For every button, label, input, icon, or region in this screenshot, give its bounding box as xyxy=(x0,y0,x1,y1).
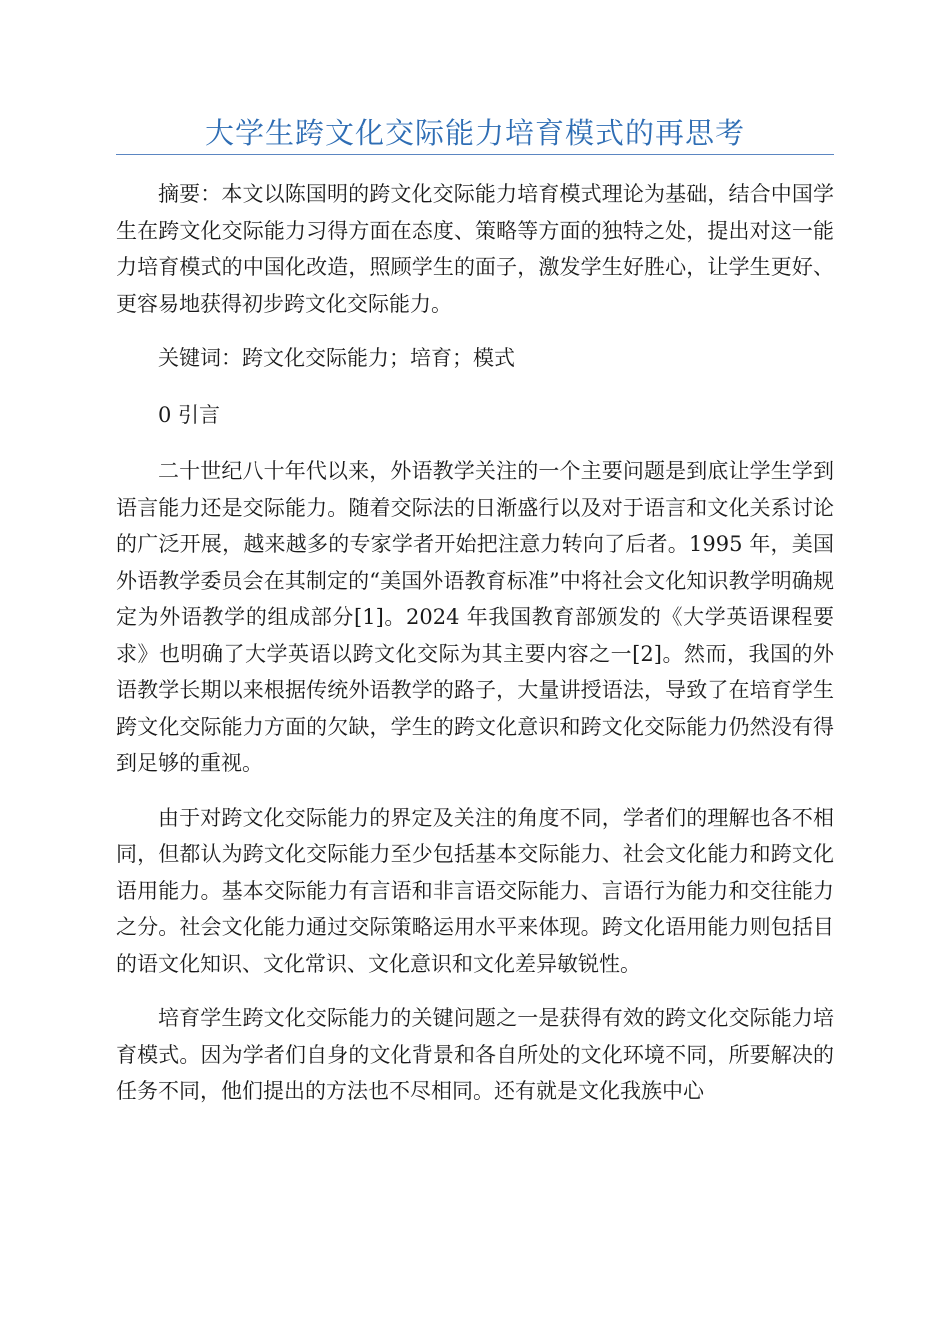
keywords-paragraph: 关键词：跨文化交际能力；培育；模式 xyxy=(158,346,515,370)
body-paragraph: 培育学生跨文化交际能力的关键问题之一是获得有效的跨文化交际能力培育模式。因为学者们自身的文化背景和各自所处的文化环境不同，所要解决的任务不同，他们提出的方法也不尽相同。还有就是文化我族中心 xyxy=(116,1006,834,1103)
document-body xyxy=(116,176,834,1128)
title-underline xyxy=(116,154,834,155)
section-heading-introduction: 0 引言 xyxy=(158,402,221,427)
body-paragraph: 由于对跨文化交际能力的界定及关注的角度不同，学者们的理解也各不相同，但都认为跨文化交际能力至少包括基本交际能力、社会文化能力和跨文化语用能力。基本交际能力有言语和非言语交际能力、言语行为能力和交往能力之分。社会文化能力通过交际策略运用水平来体现。跨文化语用能力则包括目的语文化知识、文化常识、文化意识和文化差异敏锐性。 xyxy=(116,805,834,976)
abstract-paragraph: 摘要：本文以陈国明的跨文化交际能力培育模式理论为基础，结合中国学生在跨文化交际能力习得方面在态度、策略等方面的独特之处，提出对这一能力培育模式的中国化改造，照顾学生的面子，激发学生好胜心，让学生更好、更容易地获得初步跨文化交际能力。 xyxy=(116,182,834,316)
document-title: 大学生跨文化交际能力培育模式的再思考 xyxy=(204,116,745,150)
body-paragraph: 二十世纪八十年代以来，外语教学关注的一个主要问题是到底让学生学到语言能力还是交际能力。随着交际法的日渐盛行以及对于语言和文化关系讨论的广泛开展，越来越多的专家学者开始把注意力转向了后者。1995 年，美国外语教学委员会在其制定的“美国外语教育标准”中将社会文化知识教学明确规定为外语教学的组成部分[1]。2024 年我国教育部颁发的《大学英语课程要求》也明确了大学英语以跨文化交际为其主要内容之一[2]。然而，我国的外语教学长期以来根据传统外语教学的路子，大量讲授语法，导致了在培育学生跨文化交际能力方面的欠缺，学生的跨文化意识和跨文化交际能力仍然没有得到足够的重视。 xyxy=(116,459,834,775)
